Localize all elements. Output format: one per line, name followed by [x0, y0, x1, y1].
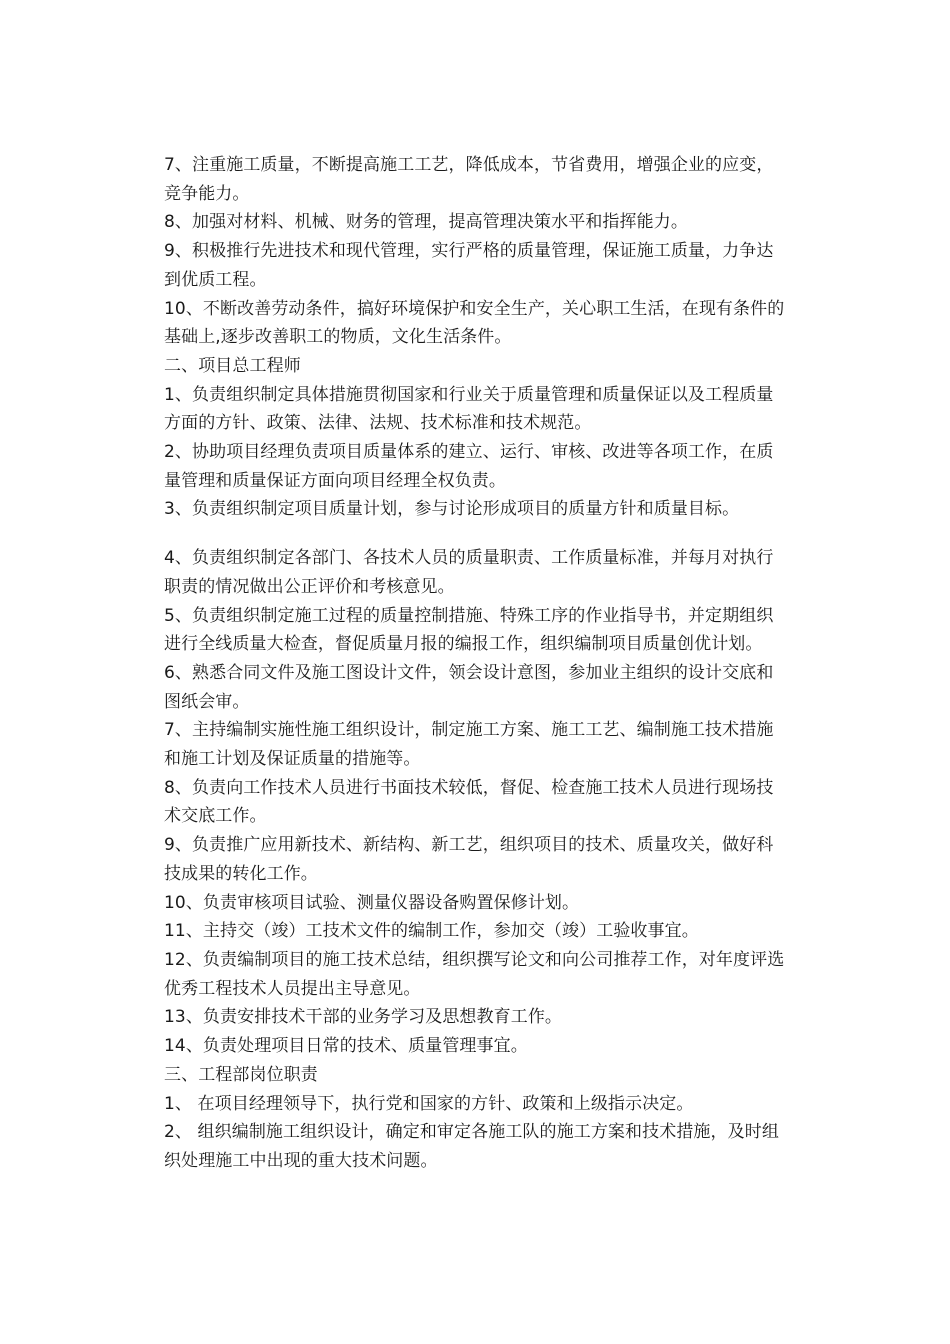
paragraph-15: 11、主持交（竣）工技术文件的编制工作，参加交（竣）工验收事宜。	[164, 921, 699, 942]
paragraph-18: 14、负责处理项目日常的技术、质量管理事宜。	[164, 1036, 528, 1057]
section-heading-3: 三、工程部岗位职责	[164, 1064, 318, 1085]
paragraph-11: 7、主持编制实施性施工组织设计，制定施工方案、施工工艺、编制施工技术措施和施工计划及保证质量的措施等。	[164, 720, 774, 770]
paragraph-16: 12、负责编制项目的施工技术总结，组织撰写论文和向公司推荐工作，对年度评选优秀工程技术人员提出主导意见。	[164, 949, 785, 999]
paragraph-4: 10、不断改善劳动条件，搞好环境保护和安全生产，关心职工生活，在现有条件的基础上,逐步改善职工的物质，文化生活条件。	[164, 298, 785, 348]
paragraph-10: 6、熟悉合同文件及施工图设计文件，领会设计意图，参加业主组织的设计交底和图纸会审。	[164, 662, 774, 712]
paragraph-3: 9、积极推行先进技术和现代管理，实行严格的质量管理，保证施工质量，力争达到优质工程。	[164, 241, 774, 290]
paragraph-9: 5、负责组织制定施工过程的质量控制措施、特殊工序的作业指导书，并定期组织进行全线质量大检查，督促质量月报的编报工作，组织编制项目质量创优计划。	[164, 605, 774, 655]
paragraph-6: 2、协助项目经理负责项目质量体系的建立、运行、审核、改进等各项工作，在质量管理和质量保证方面向项目经理全权负责。	[164, 442, 774, 491]
section-heading-2: 二、项目总工程师	[164, 355, 301, 376]
paragraph-17: 13、负责安排技术干部的业务学习及思想教育工作。	[164, 1007, 563, 1028]
paragraph-14: 10、负责审核项目试验、测量仪器设备购置保修计划。	[164, 892, 580, 913]
document-body	[164, 151, 789, 1176]
paragraph-12: 8、负责向工作技术人员进行书面技术较低，督促、检查施工技术人员进行现场技术交底工作。	[164, 777, 774, 827]
paragraph-2: 8、加强对材料、机械、财务的管理，提高管理决策水平和指挥能力。	[164, 212, 688, 233]
paragraph-8: 4、负责组织制定各部门、各技术人员的质量职责、工作质量标准，并每月对执行职责的情况做出公正评价和考核意见。	[164, 548, 774, 597]
paragraph-7: 3、负责组织制定项目质量计划，参与讨论形成项目的质量方针和质量目标。	[164, 499, 740, 520]
paragraph-19: 1、 在项目经理领导下，执行党和国家的方针、政策和上级指示决定。	[164, 1093, 694, 1114]
paragraph-20: 2、 组织编制施工组织设计，确定和审定各施工队的施工方案和技术措施，及时组织处理施工中出现的重大技术问题。	[164, 1122, 779, 1171]
paragraph-13: 9、负责推广应用新技术、新结构、新工艺，组织项目的技术、质量攻关，做好科技成果的转化工作。	[164, 835, 774, 884]
paragraph-1: 7、注重施工质量，不断提高施工工艺，降低成本，节省费用，增强企业的应变，竞争能力。	[164, 155, 774, 204]
paragraph-gap	[164, 524, 789, 544]
paragraph-5: 1、负责组织制定具体措施贯彻国家和行业关于质量管理和质量保证以及工程质量方面的方针、政策、法律、法规、技术标准和技术规范。	[164, 384, 774, 434]
